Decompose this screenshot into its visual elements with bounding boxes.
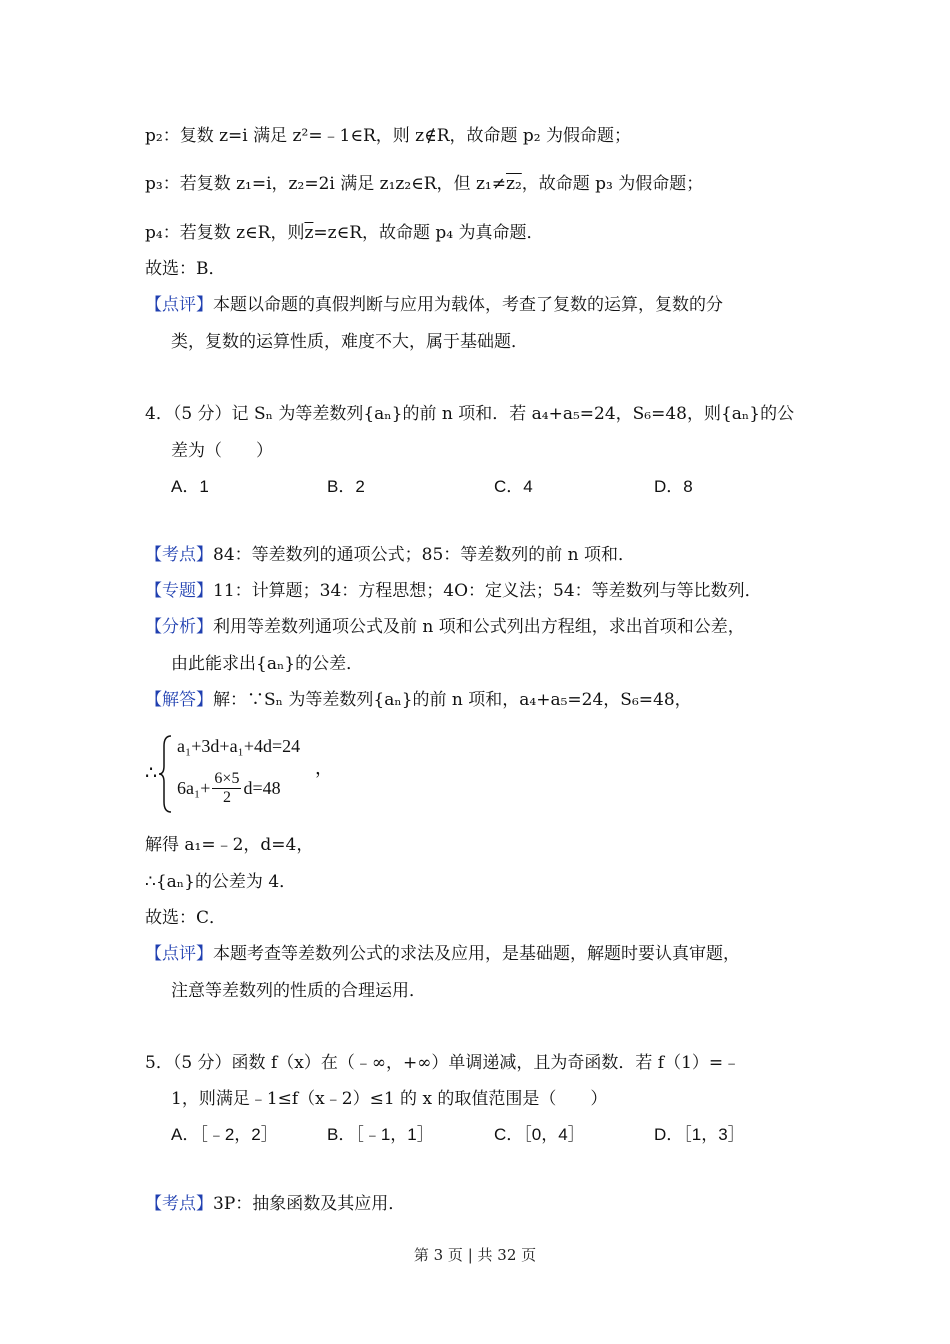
q4-kaodian-tag: 【考点】 (145, 545, 213, 565)
q5-choice-d: D．［1，3］ (654, 1125, 745, 1144)
q3-comment-tag: 【点评】 (145, 295, 213, 315)
q5-kaodian-tag: 【考点】 (145, 1194, 213, 1214)
q3-answer: 故选：B． (145, 259, 226, 279)
therefore-symbol: ∴ (145, 762, 158, 784)
q5-stem-line1: 5．（5 分）函数 f（x）在（﹣∞，+∞）单调递减，且为奇函数．若 f（1）=﹣ (145, 1053, 741, 1073)
q3-comment-line1 (145, 294, 723, 316)
equation-system (145, 734, 345, 814)
eq2-left: 6a₁+ (177, 778, 211, 798)
equation-2 (177, 770, 281, 807)
q4-choice-b: B．2 (327, 477, 365, 496)
q4-jieda-tag: 【解答】 (145, 690, 213, 710)
p3-text-b: ，故命题 p₃ 为假命题； (521, 174, 704, 194)
p3-conjugate: z₂ (505, 174, 522, 194)
p4-line (145, 222, 544, 244)
q5-kaodian-text: 3P：抽象函数及其应用． (213, 1194, 406, 1214)
p4-text-b: =z∈R，故命题 p₄ 为真命题． (313, 223, 544, 243)
p4-text-a: p₄：若复数 z∈R，则 (145, 223, 305, 243)
q4-zhuanti-line (145, 580, 762, 602)
q4-answer: 故选：C． (145, 908, 227, 928)
p2-line: p₂：复数 z=i 满足 z²=﹣1∈R，则 z∉R，故命题 p₂ 为假命题； (145, 126, 632, 146)
p3-line (145, 173, 703, 195)
q4-dianping-line2: 注意等差数列的性质的合理运用． (171, 981, 426, 1001)
q4-dianping-line1 (145, 943, 740, 965)
q4-fenxi-line1 (145, 616, 745, 638)
q4-zhuanti-text: 11：计算题；34：方程思想；4O：定义法；54：等差数列与等比数列． (213, 581, 762, 601)
q4-kaodian-line (145, 544, 635, 566)
eq2-numerator: 6×5 (214, 770, 240, 787)
q4-stem-line2: 差为（ ） (171, 441, 273, 461)
q4-zhuanti-tag: 【专题】 (145, 581, 213, 601)
left-brace-icon (157, 734, 175, 814)
q4-stem-line1: 4．（5 分）记 Sₙ 为等差数列{aₙ}的前 n 项和．若 a₄+a₅=24，S₆=48，则{aₙ}的公 (145, 404, 795, 424)
p4-conjugate: $\overline{z}$ (304, 223, 314, 243)
q4-choices (171, 476, 871, 498)
q4-kaodian-text: 84：等差数列的通项公式；85：等差数列的前 n 项和． (213, 545, 636, 565)
q5-choice-b: B．［﹣1，1］ (327, 1125, 434, 1144)
q5-stem-line2: 1，则满足﹣1≤f（x﹣2）≤1 的 x 的取值范围是（ ） (171, 1089, 608, 1109)
q4-fenxi-tag: 【分析】 (145, 617, 213, 637)
system-comma: ， (315, 758, 333, 778)
q4-result: ∴{aₙ}的公差为 4． (145, 872, 297, 892)
q4-fenxi-text1: 利用等差数列通项公式及前 n 项和公式列出方程组，求出首项和公差， (213, 617, 745, 637)
p3-text-a: p₃：若复数 z₁=i，z₂=2i 满足 z₁z₂∈R，但 z₁≠ (145, 174, 506, 194)
eq2-right: d=48 (243, 778, 281, 798)
q4-choice-a: A．1 (171, 477, 209, 496)
q5-choice-c: C．［0，4］ (494, 1125, 585, 1144)
q4-choice-d: D．8 (654, 477, 693, 496)
eq2-fraction (212, 770, 241, 807)
q4-dianping-text1: 本题考查等差数列公式的求法及应用，是基础题，解题时要认真审题， (213, 944, 740, 964)
q5-choice-a: A．［﹣2，2］ (171, 1125, 278, 1144)
q5-kaodian-line (145, 1193, 405, 1215)
q4-fenxi-line2: 由此能求出{aₙ}的公差． (171, 654, 364, 674)
equation-1: a₁+3d+a₁+4d=24 (177, 736, 301, 756)
q4-jieda-line (145, 689, 692, 711)
q4-dianping-tag: 【点评】 (145, 944, 213, 964)
q5-choices (171, 1124, 871, 1146)
q4-jieda-text: 解：∵Sₙ 为等差数列{aₙ}的前 n 项和，a₄+a₅=24，S₆=48， (213, 690, 692, 710)
q3-comment-line2: 类，复数的运算性质，难度不大，属于基础题． (171, 332, 528, 352)
page-footer: 第 3 页 | 共 32 页 (413, 1246, 537, 1264)
q4-choice-c: C．4 (494, 477, 533, 496)
q3-comment-text1: 本题以命题的真假判断与应用为载体，考查了复数的运算，复数的分 (213, 295, 723, 315)
q4-solve: 解得 a₁=﹣2，d=4， (145, 835, 314, 855)
eq2-denominator: 2 (222, 789, 231, 806)
